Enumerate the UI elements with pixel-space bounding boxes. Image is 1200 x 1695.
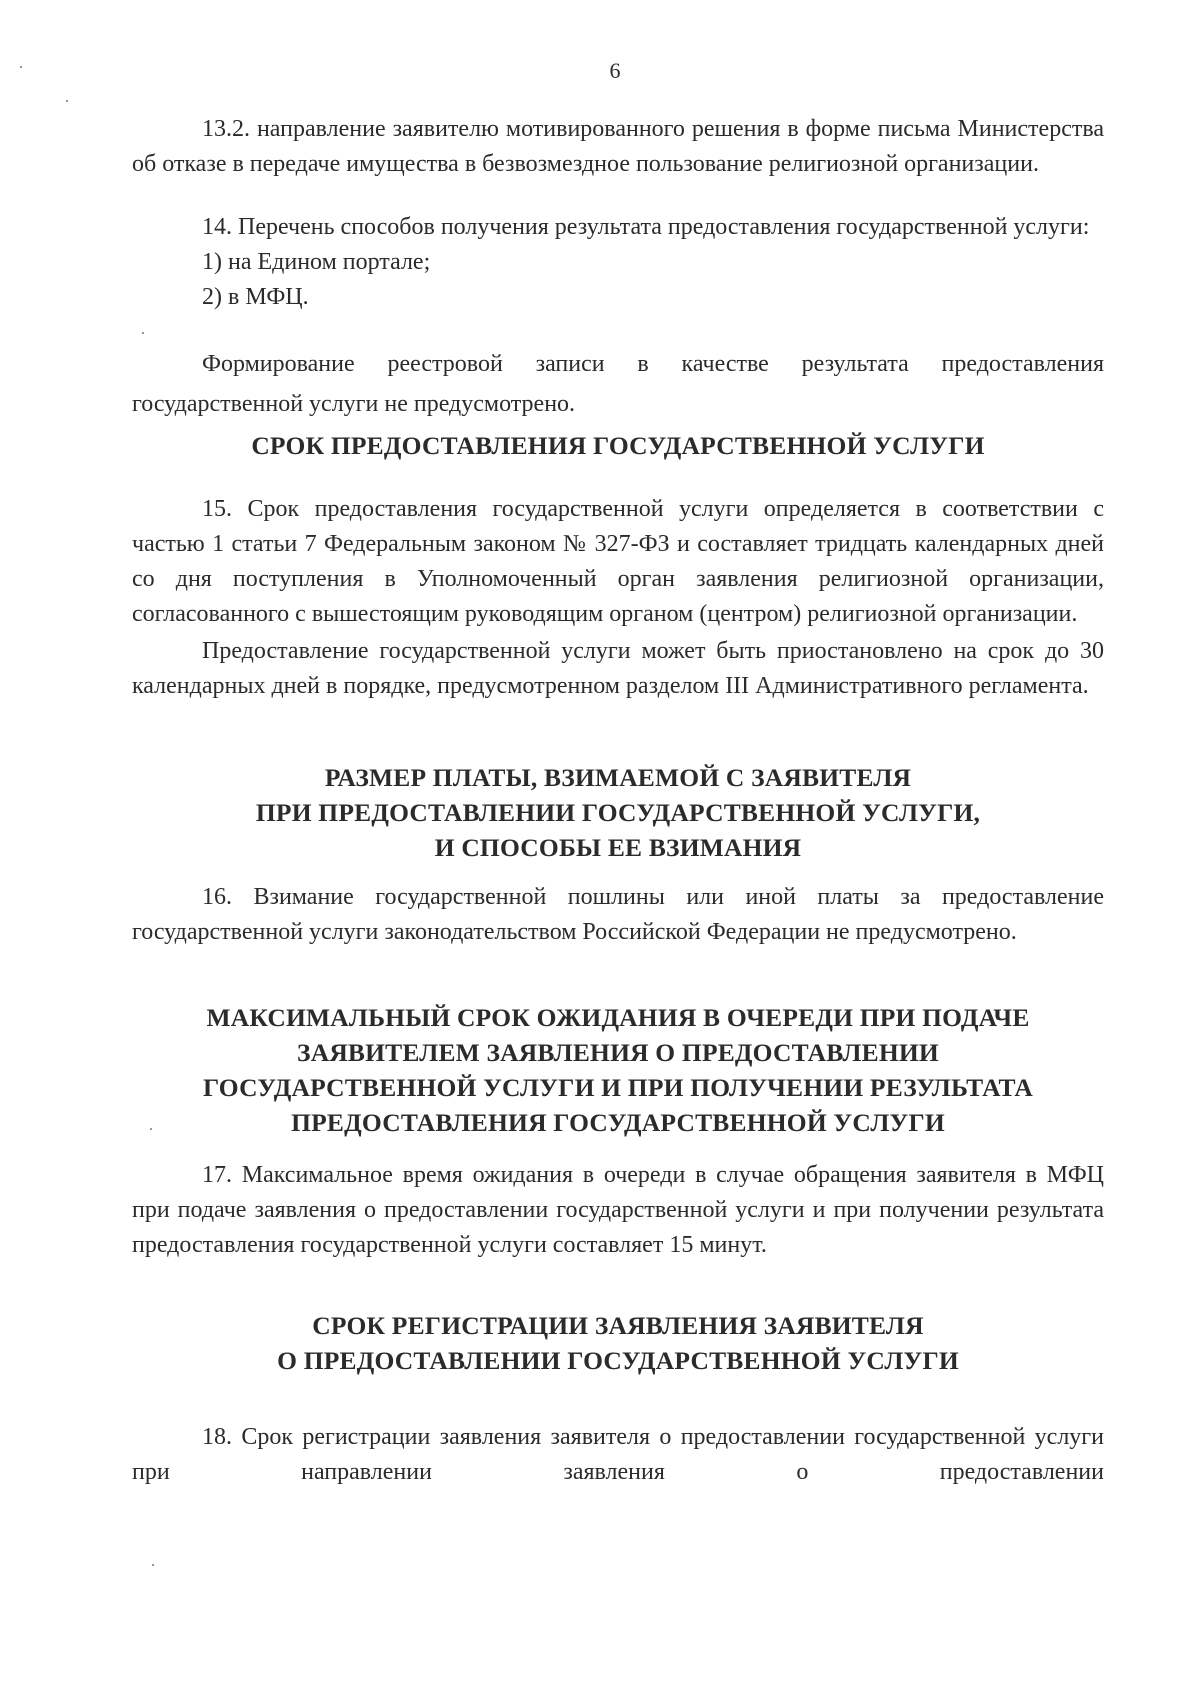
paragraph-14-note: Формирование реестровой записи в качестве результата предоставления государственной услуги не предусмотрено. bbox=[132, 351, 1104, 417]
section-title-fee-line-1: РАЗМЕР ПЛАТЫ, ВЗИМАЕМОЙ С ЗАЯВИТЕЛЯ bbox=[324, 763, 912, 792]
section-title-registration bbox=[132, 1308, 1104, 1378]
scan-speck bbox=[150, 1128, 152, 1130]
paragraph-13-2: 13.2. направление заявителю мотивированного решения в форме письма Министерства об отказе в передаче имущества в безвозмездное пользование религиозной организации. bbox=[132, 116, 1104, 177]
paragraph-18: 18. Срок регистрации заявления заявителя о предоставлении государственной услуги при направлении заявления о предоставлении bbox=[132, 1424, 1104, 1485]
paragraph-14: 14. Перечень способов получения результата предоставления государственной услуги: bbox=[202, 214, 1090, 240]
section-title-queue bbox=[132, 1000, 1104, 1140]
paragraph-15-block bbox=[132, 492, 1104, 704]
section-title-registration-line-2: О ПРЕДОСТАВЛЕНИИ ГОСУДАРСТВЕННОЙ УСЛУГИ bbox=[277, 1346, 959, 1375]
paragraph-15: 15. Срок предоставления государственной услуги определяется в соответствии с частью 1 статьи 7 Федеральным законом № 327-ФЗ и составляет тридцать календарных дней со дня поступления в Уполномоченный орган заявления религиозной организации, согласованного с вышестоящим руководящим органом (центром) религиозной организации. bbox=[132, 496, 1104, 627]
paragraph-14-item-2: 2) в МФЦ. bbox=[202, 284, 309, 310]
paragraph-17: 17. Максимальное время ожидания в очереди в случае обращения заявителя в МФЦ при подаче заявления о предоставлении государственной услуги и при получении результата предоставления государственной услуги составляет 15 минут. bbox=[132, 1162, 1104, 1258]
paragraph-14-block bbox=[132, 210, 1104, 315]
section-title-fee bbox=[132, 760, 1104, 865]
paragraph-18-block bbox=[132, 1420, 1104, 1490]
section-title-term: СРОК ПРЕДОСТАВЛЕНИЯ ГОСУДАРСТВЕННОЙ УСЛУГИ bbox=[251, 431, 985, 460]
scan-speck bbox=[152, 1564, 154, 1566]
paragraph-13-2-block bbox=[132, 112, 1104, 182]
page-number: 6 bbox=[609, 58, 621, 83]
scan-speck bbox=[20, 66, 22, 68]
section-title-queue-line-2: ЗАЯВИТЕЛЕМ ЗАЯВЛЕНИЯ О ПРЕДОСТАВЛЕНИИ bbox=[297, 1038, 939, 1067]
scan-speck bbox=[142, 332, 144, 334]
paragraph-14-note-block bbox=[132, 344, 1104, 424]
section-title-queue-line-1: МАКСИМАЛЬНЫЙ СРОК ОЖИДАНИЯ В ОЧЕРЕДИ ПРИ ПОДАЧЕ bbox=[206, 1003, 1030, 1032]
scan-speck bbox=[66, 100, 68, 102]
section-title-fee-line-3: И СПОСОБЫ ЕЕ ВЗИМАНИЯ bbox=[434, 833, 802, 862]
section-title-registration-line-1: СРОК РЕГИСТРАЦИИ ЗАЯВЛЕНИЯ ЗАЯВИТЕЛЯ bbox=[312, 1311, 924, 1340]
section-title-queue-line-3: ГОСУДАРСТВЕННОЙ УСЛУГИ И ПРИ ПОЛУЧЕНИИ РЕЗУЛЬТАТА bbox=[202, 1073, 1034, 1102]
paragraph-15-suspension: Предоставление государственной услуги может быть приостановлено на срок до 30 календарных дней в порядке, предусмотренном разделом III Административного регламента. bbox=[132, 638, 1104, 699]
paragraph-14-item-1: 1) на Едином портале; bbox=[202, 249, 431, 275]
section-title-queue-line-4: ПРЕДОСТАВЛЕНИЯ ГОСУДАРСТВЕННОЙ УСЛУГИ bbox=[291, 1108, 945, 1137]
paragraph-16: 16. Взимание государственной пошлины или иной платы за предоставление государственной услуги законодательством Российской Федерации не предусмотрено. bbox=[132, 884, 1104, 945]
paragraph-16-block bbox=[132, 880, 1104, 950]
paragraph-17-block bbox=[132, 1158, 1104, 1263]
section-title-fee-line-2: ПРИ ПРЕДОСТАВЛЕНИИ ГОСУДАРСТВЕННОЙ УСЛУГИ, bbox=[255, 798, 981, 827]
